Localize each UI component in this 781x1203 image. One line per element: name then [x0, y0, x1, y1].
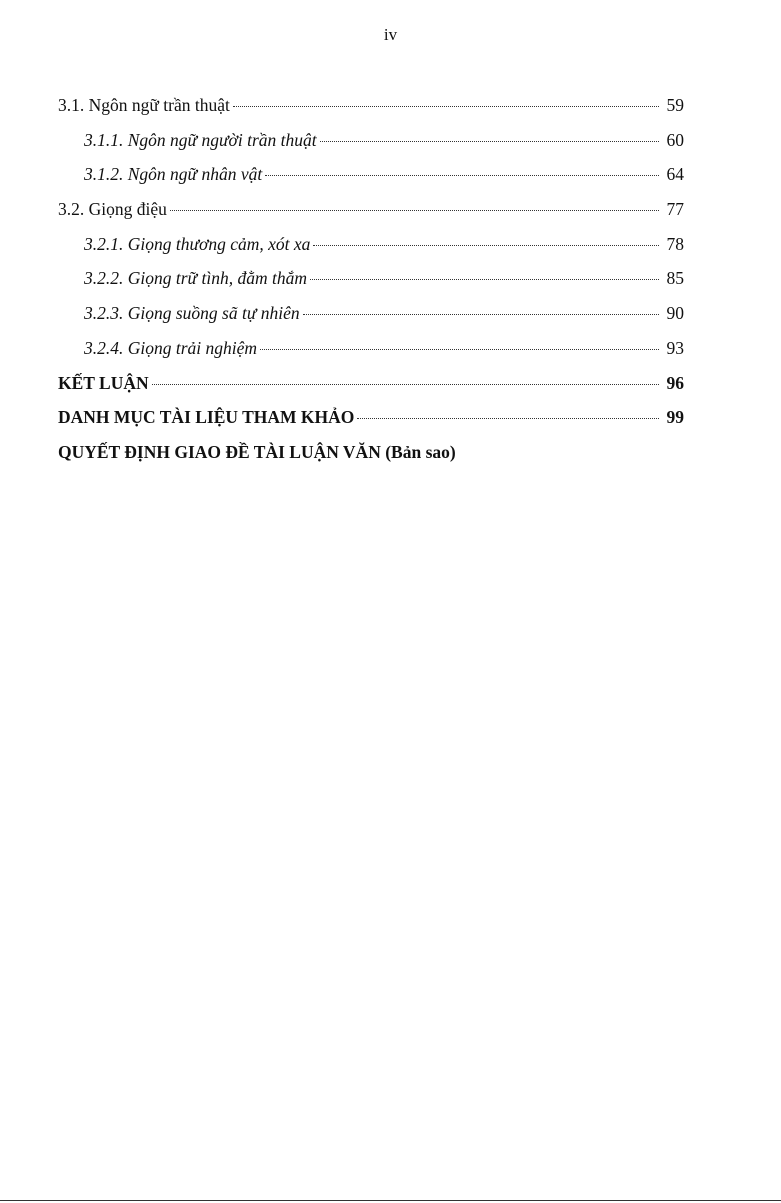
toc-entry-page: 64: [666, 164, 684, 185]
dot-leader: [233, 106, 659, 107]
toc-entry-3-2-3[interactable]: [58, 303, 684, 338]
dot-leader: [313, 245, 659, 246]
toc-entry-3-2-4[interactable]: [58, 338, 684, 373]
toc-entry-page: 78: [666, 233, 684, 254]
toc-entry-danh-muc-tai-lieu[interactable]: [58, 407, 684, 442]
toc-entry-page: 59: [666, 95, 684, 115]
toc-entry-3-1-2[interactable]: [58, 164, 684, 199]
page-bottom-rule: [0, 1200, 781, 1201]
toc-entry-quyet-dinh[interactable]: [58, 442, 684, 477]
toc-entry-label: 3.2. Giọng điệu: [58, 199, 167, 220]
toc-entry-label: 3.1. Ngôn ngữ trần thuật: [58, 95, 230, 115]
toc-entry-page: 99: [666, 407, 684, 428]
toc-entry-label: 3.1.2. Ngôn ngữ nhân vật: [84, 164, 263, 185]
toc-entry-label: 3.2.4. Giọng trải nghiệm: [84, 337, 258, 358]
toc-entry-page: 85: [666, 268, 684, 289]
toc-entry-page: 60: [666, 129, 684, 150]
dot-leader: [152, 384, 659, 385]
dot-leader: [170, 210, 659, 211]
toc-entry-label: DANH MỤC TÀI LIỆU THAM KHẢO: [58, 407, 355, 428]
dot-leader: [320, 141, 659, 142]
dot-leader: [303, 314, 659, 315]
toc-entry-3-2[interactable]: [58, 199, 684, 234]
toc-entry-page: 96: [666, 372, 684, 393]
toc-entry-page: 90: [666, 303, 684, 324]
dot-leader: [357, 418, 659, 419]
toc-entry-label: 3.2.3. Giọng suồng sã tự nhiên: [84, 303, 300, 324]
toc-entry-page: 93: [666, 337, 684, 358]
toc-entry-ket-luan[interactable]: [58, 373, 684, 408]
page-number: iv: [383, 25, 398, 44]
toc-entry-label: QUYẾT ĐỊNH GIAO ĐỀ TÀI LUẬN VĂN (Bản sao): [58, 441, 456, 462]
toc-entry-3-1[interactable]: [58, 95, 684, 130]
dot-leader: [260, 349, 659, 350]
toc-entry-label: 3.2.1. Giọng thương cảm, xót xa: [84, 233, 311, 254]
toc-entry-3-2-1[interactable]: [58, 234, 684, 269]
toc-entry-3-2-2[interactable]: [58, 268, 684, 303]
toc-entry-label: 3.2.2. Giọng trữ tình, đằm thắm: [84, 268, 307, 289]
toc-entry-label: KẾT LUẬN: [58, 372, 149, 393]
dot-leader: [265, 175, 659, 176]
toc-entry-label: 3.1.1. Ngôn ngữ người trần thuật: [84, 129, 317, 150]
toc-entry-3-1-1[interactable]: [58, 130, 684, 165]
dot-leader: [310, 279, 659, 280]
table-of-contents: [58, 95, 684, 477]
toc-entry-page: 77: [666, 199, 684, 220]
